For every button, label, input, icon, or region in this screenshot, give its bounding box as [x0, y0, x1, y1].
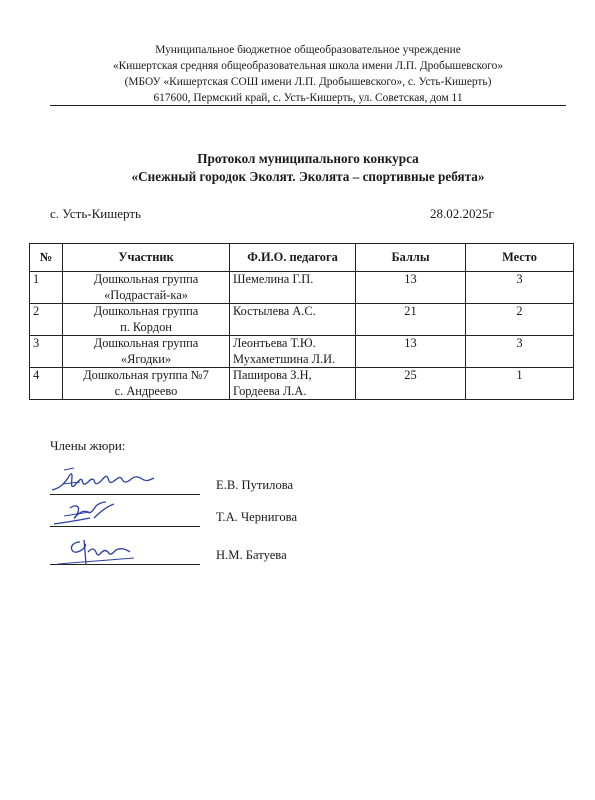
place-cell: 1 — [466, 368, 574, 400]
table-row — [30, 304, 574, 336]
row-number: 2 — [30, 304, 63, 336]
org-line-1: Муниципальное бюджетное общеобразовательное учреждение — [155, 44, 461, 56]
row-number: 3 — [30, 336, 63, 368]
table-row — [30, 368, 574, 400]
letterhead — [48, 42, 568, 106]
score-cell: 25 — [356, 368, 466, 400]
participant-cell — [63, 272, 230, 304]
table-row — [30, 336, 574, 368]
participant-line: п. Кордон — [120, 319, 172, 334]
participant-cell — [63, 368, 230, 400]
teacher-name: Мухаметшина Л.И. — [233, 351, 336, 366]
table-header-row — [30, 244, 574, 272]
teacher-name: Гордеева Л.А. — [233, 383, 307, 398]
column-header-place: Место — [466, 244, 574, 272]
place-cell: 2 — [466, 304, 574, 336]
document-title — [48, 150, 568, 186]
org-line-3: (МБОУ «Кишертская СОШ имени Л.П. Дробышевского», с. Усть-Кишерть) — [124, 76, 492, 88]
column-header-teacher: Ф.И.О. педагога — [230, 244, 356, 272]
score-cell: 13 — [356, 336, 466, 368]
participant-line: Дошкольная группа — [93, 304, 199, 318]
place: с. Усть-Кишерть — [50, 206, 141, 221]
participant-line: «Подрастай-ка» — [104, 287, 188, 302]
org-address: 617600, Пермский край, с. Усть-Кишерть, ул. Советская, дом 11 — [153, 92, 463, 104]
teacher-name: Паширова З.Н, — [233, 368, 312, 382]
signature-chernigova — [50, 496, 200, 530]
teacher-cell — [230, 336, 356, 368]
signature-batueva — [50, 534, 200, 568]
header-divider — [50, 105, 566, 106]
jury-member-name: Т.А. Чернигова — [216, 510, 298, 524]
title-line-2: «Снежный городок Эколят. Эколята – спортивные ребята» — [131, 169, 485, 184]
column-header-number: № — [30, 244, 63, 272]
score-cell: 21 — [356, 304, 466, 336]
org-line-2: «Кишертская средняя общеобразовательная школа имени Л.П. Дробышевского» — [112, 60, 504, 72]
participant-line: Дошкольная группа №7 — [83, 368, 209, 382]
jury-member-name: Е.В. Путилова — [216, 478, 294, 492]
date: 28.02.2025г — [430, 206, 494, 221]
row-number: 1 — [30, 272, 63, 304]
column-header-participant: Участник — [63, 244, 230, 272]
score-cell: 13 — [356, 272, 466, 304]
place-cell: 3 — [466, 336, 574, 368]
teacher-cell — [230, 304, 356, 336]
participant-line: «Ягодки» — [120, 351, 172, 366]
teacher-name: Костылева А.С. — [233, 304, 316, 318]
jury-heading: Члены жюри: — [50, 438, 126, 453]
participant-line: Дошкольная группа — [93, 272, 199, 286]
teacher-name: Шемелина Г.П. — [233, 272, 314, 286]
table-row — [30, 272, 574, 304]
teacher-cell — [230, 272, 356, 304]
jury-member-name: Н.М. Батуева — [216, 548, 287, 562]
column-header-score: Баллы — [356, 244, 466, 272]
place-cell: 3 — [466, 272, 574, 304]
participant-line: с. Андреево — [114, 383, 178, 398]
participant-cell — [63, 336, 230, 368]
results-table — [29, 243, 574, 400]
teacher-cell — [230, 368, 356, 400]
row-number: 4 — [30, 368, 63, 400]
participant-cell — [63, 304, 230, 336]
teacher-name: Леонтьева Т.Ю. — [233, 336, 316, 350]
title-line-1: Протокол муниципального конкурса — [197, 151, 419, 166]
signature-putilova — [50, 464, 200, 498]
participant-line: Дошкольная группа — [93, 336, 199, 350]
